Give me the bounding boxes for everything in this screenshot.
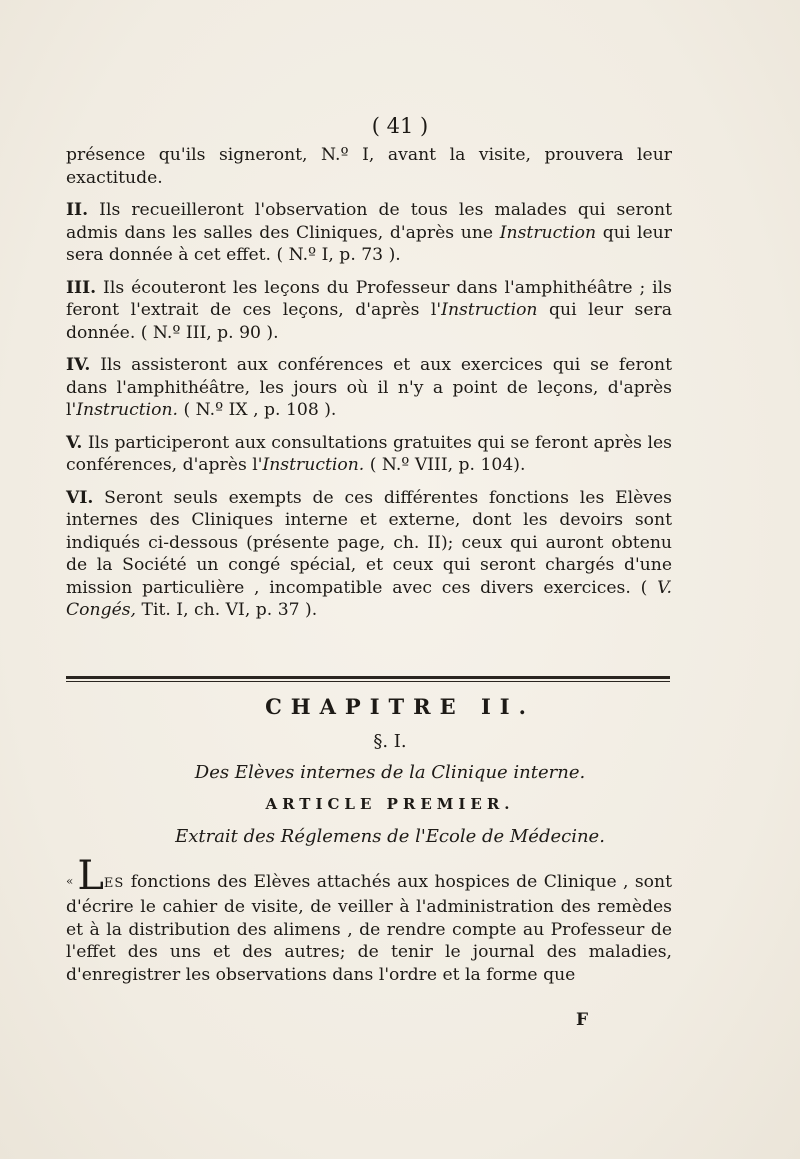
body-text: fonctions des Elèves attachés aux hospices de Clinique , sont d'écrire le cahier de visite, de veiller à l'administration des remèdes et à la distribution des alimens , de rendre compte au Professeur de l'effet des uns et des autres; de tenir le journal des maladies, d'enregistrer les observations dans l'ordre et la forme que bbox=[66, 872, 672, 986]
item-italic: Instruction bbox=[441, 300, 538, 320]
main-text bbox=[66, 144, 672, 632]
item-text: Ils recueilleront l'observation de tous les malades qui seront admis dans les salles des Cliniques, d'après une bbox=[66, 200, 672, 243]
item-text-after: qui leur sera donnée. ( N.º III, p. 90 ). bbox=[66, 300, 673, 343]
item-number: IV. bbox=[66, 355, 91, 375]
item-text: Ils écouteront les leçons du Professeur dans l'amphithéâtre ; ils feront l'extrait de ces leçons, d'après l' bbox=[66, 277, 672, 320]
item-v bbox=[66, 432, 672, 477]
section-number: §. I. bbox=[373, 731, 407, 752]
item-number: V. bbox=[66, 432, 83, 453]
item-text: Ils assisteront aux conférences et aux exercices qui se feront dans l'amphithéâtre, les jours où il n'y a point de leçons, d'après l' bbox=[66, 355, 672, 420]
small-caps-word: ES bbox=[103, 876, 125, 891]
opening-quote-mark: « bbox=[66, 874, 74, 888]
item-number: II. bbox=[66, 200, 89, 220]
body-paragraph bbox=[66, 853, 672, 987]
signature-mark: F bbox=[576, 1010, 589, 1030]
item-italic: V. Congés, bbox=[66, 577, 672, 620]
drop-cap: L bbox=[77, 853, 104, 899]
item-italic: Instruction. bbox=[262, 455, 365, 475]
item-text-after: ( N.º VIII, p. 104). bbox=[369, 455, 526, 475]
chapter-divider-rule bbox=[66, 676, 670, 679]
item-italic: Instruction bbox=[499, 222, 597, 243]
item-text: Seront seuls exempts de ces différentes fonctions les Elèves internes des Cliniques interne et externe, dont les devoirs sont indiqués ci-dessous (présente page, ch. II); ceux qui auront obtenu de la Société un congé spécial, et ceux qui seront chargés d'une mission particulière , incompatible avec ces divers exercices. ( bbox=[66, 487, 672, 598]
article-title: ARTICLE PREMIER. bbox=[265, 795, 515, 813]
item-number: III. bbox=[66, 277, 97, 298]
item-ii bbox=[66, 199, 672, 267]
item-vi bbox=[66, 487, 672, 622]
item-text-after: ( N.º IX , p. 108 ). bbox=[183, 400, 337, 420]
intro-paragraph: présence qu'ils signeront, N.º I, avant la visite, prouvera leur exactitude. bbox=[66, 145, 672, 188]
item-text-after: Tit. I, ch. VI, p. 37 ). bbox=[141, 600, 318, 620]
item-text: Ils participeront aux consultations gratuites qui se feront après les conférences, d'après l' bbox=[66, 432, 673, 475]
item-iii bbox=[66, 277, 672, 345]
section-title: Des Elèves internes de la Clinique interne. bbox=[194, 762, 586, 783]
page-number: ( 41 ) bbox=[371, 114, 429, 138]
item-iv bbox=[66, 354, 672, 422]
item-italic: Instruction. bbox=[76, 400, 179, 420]
chapter-title: CHAPITRE II. bbox=[265, 694, 535, 719]
item-number: VI. bbox=[66, 487, 94, 508]
extract-title: Extrait des Réglemens de l'Ecole de Médecine. bbox=[175, 826, 605, 847]
item-text-after: qui leur sera donnée à cet effet. ( N.º I, p. 73 ). bbox=[66, 222, 672, 265]
